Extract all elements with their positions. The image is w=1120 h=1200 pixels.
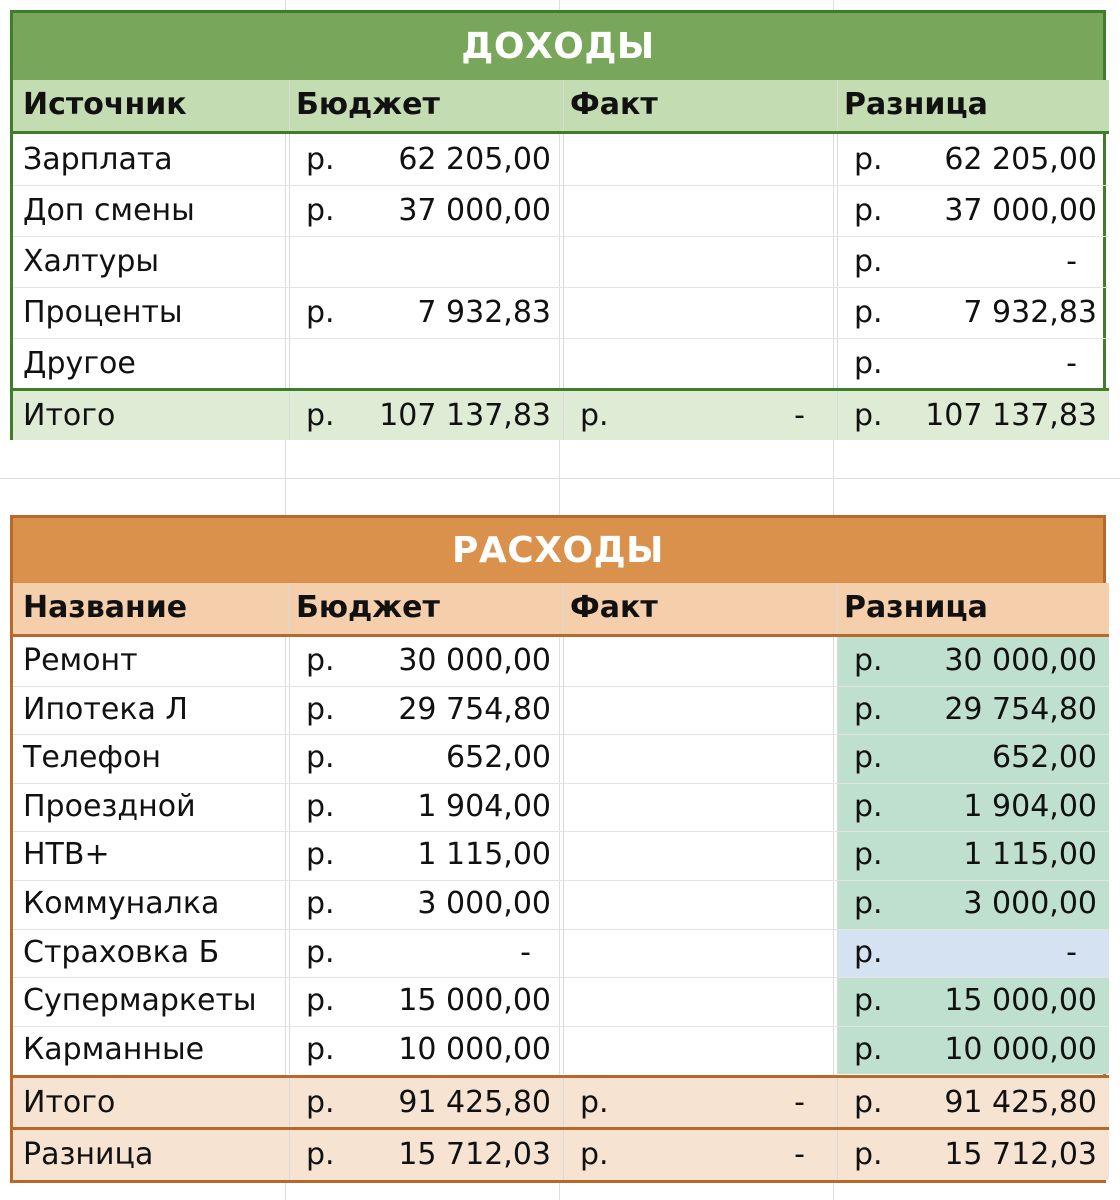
row-name[interactable]: Коммуналка [23,886,220,921]
cell-diff[interactable] [837,929,1109,978]
amount: - [1066,934,1077,970]
table-row [13,880,1109,929]
row-name[interactable]: Ремонт [23,643,138,678]
row-name[interactable]: Итого [23,398,116,433]
cell-diff[interactable] [837,134,1109,185]
amount: - [520,934,531,970]
cell-diff[interactable] [837,1026,1109,1075]
currency: р. [306,193,335,228]
row-name[interactable]: Разница [23,1137,154,1172]
row-name[interactable]: Халтуры [23,244,160,279]
cell-diff[interactable] [837,686,1109,735]
currency: р. [854,244,883,279]
amount: 62 205,00 [398,142,551,177]
amount: - [794,398,805,433]
amount: 652,00 [446,740,551,776]
header-budget[interactable]: Бюджет [289,80,563,131]
currency: р. [306,398,335,433]
currency: р. [854,691,883,727]
currency: р. [854,1085,883,1120]
cell-fact[interactable] [563,134,837,185]
cell-diff[interactable] [837,185,1109,236]
cell-budget[interactable] [289,236,563,287]
currency: р. [306,691,335,727]
expense-table [10,515,1106,1183]
row-name[interactable]: Супермаркеты [23,983,257,1019]
cell-fact[interactable] [563,185,837,236]
cell-diff[interactable] [837,637,1109,686]
amount: 3 000,00 [963,886,1097,921]
grid-line [0,478,1120,479]
amount: - [794,1137,805,1172]
cell-diff[interactable] [837,236,1109,287]
currency: р. [306,1031,335,1067]
cell-diff[interactable] [837,391,1109,440]
income-header-row [13,80,1109,134]
currency: р. [306,934,335,970]
row-divider [13,977,1109,978]
cell-fact[interactable] [563,1078,837,1127]
row-divider [13,880,1109,881]
currency: р. [306,983,335,1019]
cell-budget[interactable] [289,734,563,783]
header-difference[interactable]: Разница [837,583,1109,634]
currency: р. [306,886,335,921]
cell-diff[interactable] [837,1078,1109,1127]
table-row [13,1026,1109,1075]
row-name[interactable]: Зарплата [23,142,173,177]
amount: 107 137,83 [925,398,1097,433]
row-divider [13,929,1109,930]
cell-budget[interactable] [289,338,563,389]
cell-budget[interactable] [289,831,563,880]
header-difference[interactable]: Разница [837,80,1109,131]
cell-budget[interactable] [289,1078,563,1127]
row-name[interactable]: Телефон [23,740,162,776]
row-name[interactable]: Карманные [23,1031,205,1067]
amount: - [1066,244,1077,279]
amount: - [1066,346,1077,381]
currency: р. [854,295,883,330]
cell-fact[interactable] [563,236,837,287]
currency: р. [580,398,609,433]
cell-fact[interactable] [563,880,837,929]
income-title[interactable]: ДОХОДЫ [13,13,1103,80]
currency: р. [580,1137,609,1172]
cell-diff[interactable] [837,831,1109,880]
expense-header-row [13,583,1109,637]
row-name[interactable]: Ипотека Л [23,691,188,727]
cell-budget[interactable] [289,929,563,978]
cell-budget[interactable] [289,1026,563,1075]
table-row [13,287,1109,338]
cell-fact[interactable] [563,734,837,783]
currency: р. [854,983,883,1019]
cell-diff[interactable] [837,1130,1109,1180]
amount: 107 137,83 [379,398,551,433]
row-name[interactable]: Проездной [23,788,196,824]
cell-fact[interactable] [563,977,837,1026]
table-row [13,134,1109,185]
amount: 30 000,00 [944,643,1097,678]
amount: 652,00 [992,740,1097,776]
currency: р. [854,643,883,678]
amount: 29 754,80 [944,691,1097,727]
header-source[interactable]: Источник [23,87,187,122]
amount: 30 000,00 [398,643,551,678]
cell-budget[interactable] [289,880,563,929]
amount: 7 932,83 [417,295,551,330]
currency: р. [854,142,883,177]
header-budget[interactable]: Бюджет [289,583,563,634]
amount: 10 000,00 [398,1031,551,1067]
table-row [13,734,1109,783]
cell-budget[interactable] [289,287,563,338]
row-divider [13,185,1109,186]
cell-budget[interactable] [289,134,563,185]
cell-fact[interactable] [563,1026,837,1075]
currency: р. [854,346,883,381]
cell-fact[interactable] [563,686,837,735]
cell-fact[interactable] [563,929,837,978]
currency: р. [854,1031,883,1067]
amount: 7 932,83 [963,295,1097,330]
table-row [13,185,1109,236]
cell-fact[interactable] [563,783,837,832]
cell-diff[interactable] [837,783,1109,832]
row-divider [13,831,1109,832]
amount: 15 712,03 [944,1137,1097,1172]
currency: р. [306,1085,335,1120]
currency: р. [854,1137,883,1172]
amount: 62 205,00 [944,142,1097,177]
row-name[interactable]: Итого [23,1085,116,1120]
amount: 1 904,00 [963,788,1097,824]
currency: р. [306,837,335,873]
cell-budget[interactable] [289,686,563,735]
table-row [13,783,1109,832]
currency: р. [854,788,883,824]
header-fact[interactable]: Факт [563,583,837,634]
row-name[interactable]: Другое [23,346,136,381]
currency: р. [854,934,883,970]
cell-fact[interactable] [563,338,837,389]
amount: 91 425,80 [398,1085,551,1120]
currency: р. [854,193,883,228]
cell-budget[interactable] [289,637,563,686]
cell-fact[interactable] [563,637,837,686]
currency: р. [306,643,335,678]
header-fact[interactable]: Факт [563,80,837,131]
currency: р. [306,788,335,824]
amount: 1 115,00 [963,837,1097,873]
cell-diff[interactable] [837,338,1109,389]
cell-budget[interactable] [289,977,563,1026]
amount: 3 000,00 [417,886,551,921]
cell-diff[interactable] [837,977,1109,1026]
table-row [13,236,1109,287]
row-divider [13,287,1109,288]
table-row [13,929,1109,978]
expense-total-row [13,1075,1109,1127]
expense-title[interactable]: РАСХОДЫ [13,518,1103,583]
cell-fact[interactable] [563,831,837,880]
income-total-row [13,388,1109,440]
amount: 1 904,00 [417,788,551,824]
row-name[interactable]: НТВ+ [23,837,110,873]
header-name[interactable]: Название [23,590,188,625]
cell-budget[interactable] [289,391,563,440]
cell-budget[interactable] [289,783,563,832]
currency: р. [580,1085,609,1120]
currency: р. [306,1137,335,1172]
amount: 1 115,00 [417,837,551,873]
currency: р. [306,142,335,177]
currency: р. [854,740,883,776]
amount: 10 000,00 [944,1031,1097,1067]
currency: р. [854,837,883,873]
amount: 15 712,03 [398,1137,551,1172]
row-divider [13,236,1109,237]
amount: - [794,1085,805,1120]
cell-diff[interactable] [837,287,1109,338]
expense-difference-row [13,1127,1109,1180]
row-name[interactable]: Страховка Б [23,934,220,970]
row-divider [13,1026,1109,1027]
cell-budget[interactable] [289,1130,563,1180]
cell-diff[interactable] [837,734,1109,783]
table-row [13,637,1109,686]
table-row [13,831,1109,880]
currency: р. [306,740,335,776]
row-name[interactable]: Проценты [23,295,183,330]
table-row [13,977,1109,1026]
cell-fact[interactable] [563,287,837,338]
table-row [13,686,1109,735]
currency: р. [854,886,883,921]
income-table [10,10,1106,440]
amount: 15 000,00 [944,983,1097,1019]
row-divider [13,338,1109,339]
amount: 91 425,80 [944,1085,1097,1120]
row-name[interactable]: Доп смены [23,193,195,228]
amount: 37 000,00 [944,193,1097,228]
cell-budget[interactable] [289,185,563,236]
currency: р. [306,295,335,330]
cell-fact[interactable] [563,1130,837,1180]
cell-diff[interactable] [837,880,1109,929]
currency: р. [854,398,883,433]
amount: 37 000,00 [398,193,551,228]
row-divider [13,734,1109,735]
amount: 15 000,00 [398,983,551,1019]
row-divider [13,686,1109,687]
cell-fact[interactable] [563,391,837,440]
amount: 29 754,80 [398,691,551,727]
row-divider [13,783,1109,784]
table-row [13,338,1109,389]
